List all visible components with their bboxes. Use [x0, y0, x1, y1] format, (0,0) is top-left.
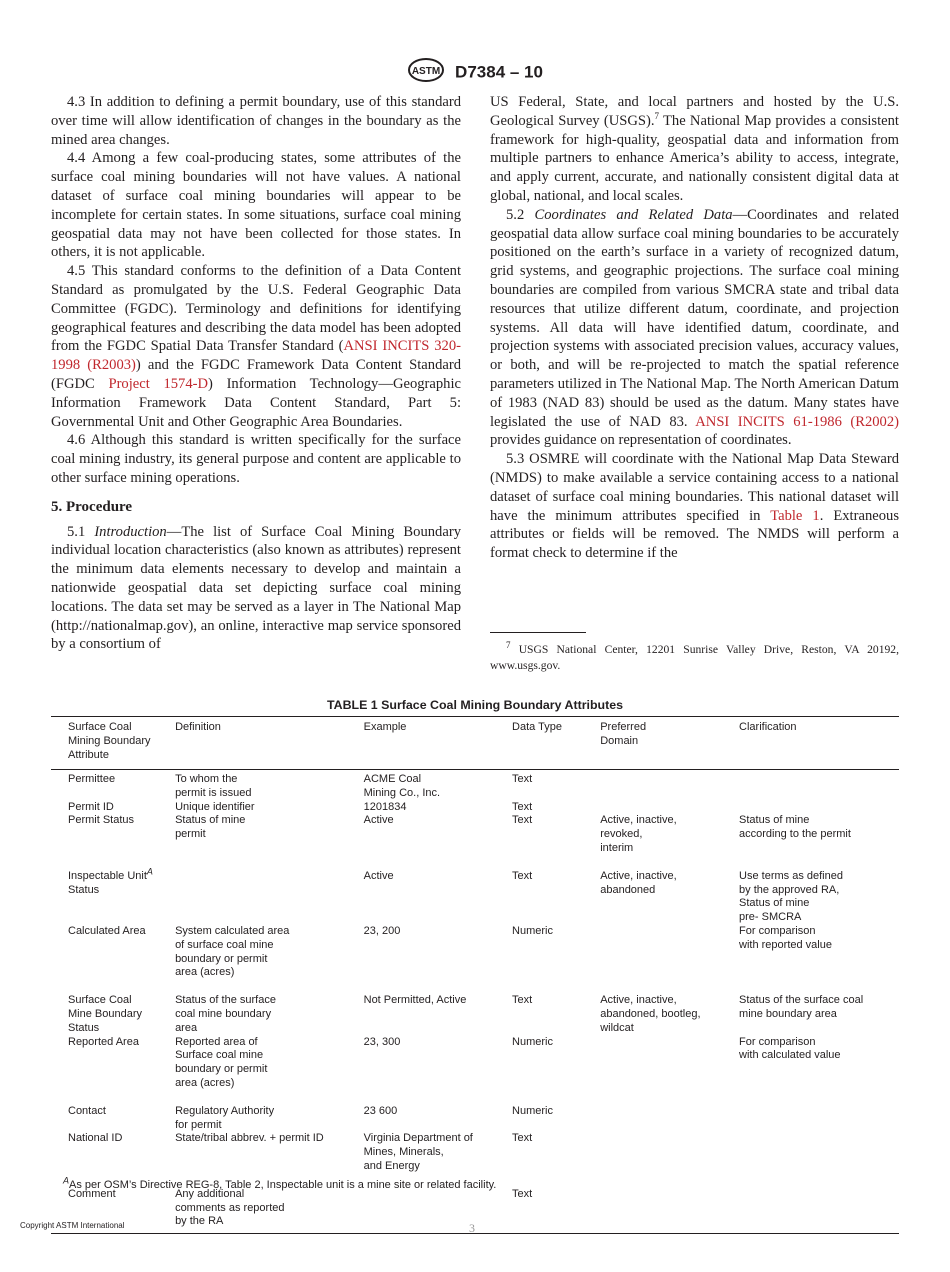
- column-header: Definition: [175, 717, 364, 770]
- table-row: [51, 801, 899, 815]
- table-cell: Active: [363, 869, 394, 882]
- table-cell: Text: [512, 869, 533, 882]
- table-cell: Calculated Area: [68, 924, 146, 937]
- para-5-1-cont: US Federal, State, and local partners and hosted by the U.S. Geological Survey (USGS).$^7$ The National Map provides a consistent framework for high-quality, geospatial data and information from multiple partners to enhance America’s ability to access, integrate, and apply current, accurate, and nationally consistent digital data at global, national, and local scales.: [490, 94, 899, 204]
- table-cell: Text: [512, 800, 533, 813]
- table-cell: Active, inactive, abandoned: [600, 869, 677, 896]
- page-number: 3: [469, 1221, 475, 1235]
- table-cell: Numeric: [512, 1035, 553, 1048]
- table-cell: Use terms as defined by the approved RA, Status of mine pre- SMCRA: [739, 869, 843, 924]
- table-row: [51, 1105, 899, 1133]
- table-cell: [600, 1105, 739, 1133]
- table-row: [51, 770, 899, 801]
- table-cell: Contact: [68, 1104, 106, 1117]
- table-note: $^A$As per OSM’s Directive REG-8, Table 2, Inspectable unit is a mine site or related facility.: [63, 1175, 497, 1191]
- table-row: [51, 994, 899, 1035]
- table-cell: Text: [512, 814, 533, 827]
- table-cell: Reported Area: [68, 1035, 139, 1048]
- table-cell: For comparison with calculated value: [739, 1035, 841, 1062]
- para-4-4: 4.4 Among a few coal-producing states, some attributes of the surface coal mining boundaries will not have values. A national dataset of surface coal mining boundaries will appear to be incomplete for certain states. In some situations, surface coal mining geospatial data may not have been collected for those states. In others, it is not applicable.: [51, 150, 461, 261]
- table-cell: ACME Coal Mining Co., Inc.: [363, 773, 441, 799]
- para-4-6: 4.6 Although this standard is written specifically for the surface coal mining industry, its general purpose and content are applicable to other surface mining operations.: [51, 432, 461, 486]
- table-row: [51, 814, 899, 869]
- table-cell: Regulatory Authority for permit: [175, 1104, 275, 1131]
- table-cell: [739, 1105, 899, 1133]
- table-cell: Any additional comments as reported by the RA: [175, 1188, 364, 1234]
- table-row: [51, 1188, 899, 1234]
- para-5-3: 5.3 OSMRE will coordinate with the National Map Data Steward (NMDS) to make available a service containing access to a national dataset of surface coal mining boundaries. This national dataset will have the minimum attributes specified in Table 1. Extraneous attributes or fields will be removed. The NMDS will perform a format check to determine if the: [490, 451, 900, 562]
- table-cell: To whom the permit is issued: [175, 773, 252, 799]
- footnote: $^7$ USGS National Center, 12201 Sunrise Valley Drive, Reston, VA 20192, www.usgs.gov.: [490, 640, 900, 672]
- table-cell: Comment: [51, 1188, 175, 1234]
- table-title: TABLE 1 Surface Coal Mining Boundary Attributes: [326, 698, 624, 712]
- table-cell: [600, 801, 739, 815]
- astm-logo-icon: [407, 58, 445, 87]
- column-header: Clarification: [739, 717, 899, 770]
- footnote-ref[interactable]: 7: [654, 110, 660, 121]
- copyright: Copyright ASTM International: [20, 1221, 125, 1230]
- table-cell: Reported area of Surface coal mine boundary or permit area (acres): [175, 1035, 268, 1089]
- table-cell: Not Permitted, Active: [363, 994, 467, 1007]
- table-cell: [600, 1036, 739, 1105]
- column-header: Surface Coal Mining Boundary Attribute: [51, 717, 175, 770]
- attributes-table: [51, 716, 899, 1234]
- table-body: [51, 770, 899, 1234]
- para-4-3: 4.3 In addition to defining a permit boundary, use of this standard over time will allow identification of changes in the boundary as the mined area changes.: [51, 94, 462, 148]
- table-cell: Status of the surface coal mine boundary area: [739, 994, 864, 1020]
- table-cell: [739, 1188, 899, 1234]
- table-cell: Surface Coal Mine Boundary Status: [68, 994, 142, 1034]
- table-cell: Unique identifier: [175, 800, 255, 813]
- table-cell: [600, 770, 739, 801]
- ansi-61-link[interactable]: ANSI INCITS 61-1986 (R2002): [695, 413, 899, 430]
- table-cell: [175, 870, 364, 925]
- table-cell: [600, 1132, 739, 1187]
- project-1574-link[interactable]: Project 1574-D: [108, 375, 209, 392]
- column-header: Example: [364, 717, 512, 770]
- table-cell: Active: [363, 814, 394, 827]
- para-5-1: 5.1 Introduction—The list of Surface Coal Mining Boundary individual location characteristics (also known as attributes) represent the minimum data elements necessary to develop and maintain a nationwide geospatial data set depicting surface coal mining locations. The data set may be served as a layer in The National Map (http://nationalmap.gov), an online, interactive map service sponsored by a consortium of: [51, 523, 461, 653]
- table-cell: [739, 801, 899, 815]
- table-cell: [739, 770, 899, 801]
- designation: D7384 – 10: [455, 62, 543, 82]
- table-row: [51, 925, 899, 994]
- table-cell: Permit Status: [68, 814, 135, 827]
- table-cell: Active, inactive, abandoned, bootleg, wildcat: [600, 994, 701, 1034]
- table-cell: National ID: [68, 1132, 123, 1145]
- table-cell: Numeric: [512, 1104, 553, 1117]
- column-header: Preferred Domain: [600, 717, 739, 770]
- table-cell: Inspectable Unit$^A$ Status: [68, 866, 153, 896]
- table-cell: [600, 925, 739, 994]
- table-header-row: [51, 717, 899, 770]
- page-header: [0, 58, 950, 87]
- table-cell: Virginia Department of Mines, Minerals, and Energy: [363, 1132, 473, 1172]
- table-cell: Text: [512, 1132, 533, 1145]
- table-cell: 23, 200: [363, 924, 401, 937]
- para-4-5: 4.5 This standard conforms to the definition of a Data Content Standard as promulgated by the U.S. Federal Geographic Data Committee (FGDC). Terminology and definitions for identifying geographical features and describing the data model has been adopted from the FGDC Spatial Data Transfer Standard (ANSI INCITS 320-1998 (R2003)) and the FGDC Framework Data Content Standard (FGDC Project 1574-D) Information Technology—Geographic Information Framework Data Content Standard, Part 5: Governmental Unit and Other Geographic Area Boundaries.: [51, 263, 462, 430]
- table-cell: Status of mine permit: [175, 814, 246, 841]
- right-column: [490, 93, 899, 563]
- table-cell: Text: [512, 1188, 600, 1234]
- svg-text:ASTM: ASTM: [411, 66, 441, 77]
- table-cell: [364, 1188, 512, 1234]
- table-cell: State/tribal abbrev. + permit ID: [175, 1132, 324, 1145]
- column-header: Data Type: [512, 717, 600, 770]
- table-cell: Text: [512, 773, 533, 785]
- table-cell: 23, 300: [363, 1035, 401, 1048]
- table-cell: Permit ID: [68, 800, 114, 813]
- table-1-link[interactable]: Table 1: [770, 507, 820, 524]
- table-row: [51, 1036, 899, 1105]
- table-row: [51, 870, 899, 925]
- table-cell: Status of the surface coal mine boundary area: [175, 994, 276, 1034]
- table-cell: Status of mine according to the permit: [739, 814, 851, 841]
- table-cell: Active, inactive, revoked, interim: [600, 814, 677, 854]
- footnote-divider: [490, 632, 586, 633]
- table-cell: Permittee: [68, 773, 116, 785]
- table-cell: Text: [512, 994, 533, 1007]
- table-cell: Numeric: [512, 924, 553, 937]
- table-cell: [600, 1188, 739, 1234]
- table-cell: [739, 1132, 899, 1187]
- table-cell: System calculated area of surface coal mine boundary or permit area (acres): [175, 924, 290, 979]
- table-cell: 23 600: [363, 1104, 398, 1117]
- table-cell: 1201834: [363, 800, 407, 813]
- left-column: [51, 93, 461, 654]
- table-cell: For comparison with reported value: [739, 924, 832, 951]
- ansi-320-link[interactable]: ANSI INCITS 320-1998 (R2003): [51, 338, 461, 374]
- section-heading: 5. Procedure: [51, 498, 133, 515]
- para-5-2: 5.2 Coordinates and Related Data—Coordinates and related geospatial data allow surface coal mining boundaries to be accurately positioned on the earth’s surface in a variety of recognized datum, grid systems, and geographic projections. The surface coal mining boundaries are compiled from various SMCRA state and tribal data resources that utilize different datum, coordinate, and projection systems. All data will have identified datum, coordinate, and projection systems with associated precision values, accuracy values, or both, and will be re-projected to match the spatial reference parameters utilized in The National Map. The North American Datum of 1983 (NAD 83) should be used as the datum. Many states have legislated the use of NAD 83. ANSI INCITS 61-1986 (R2002) provides guidance on representation of coordinates.: [490, 206, 899, 449]
